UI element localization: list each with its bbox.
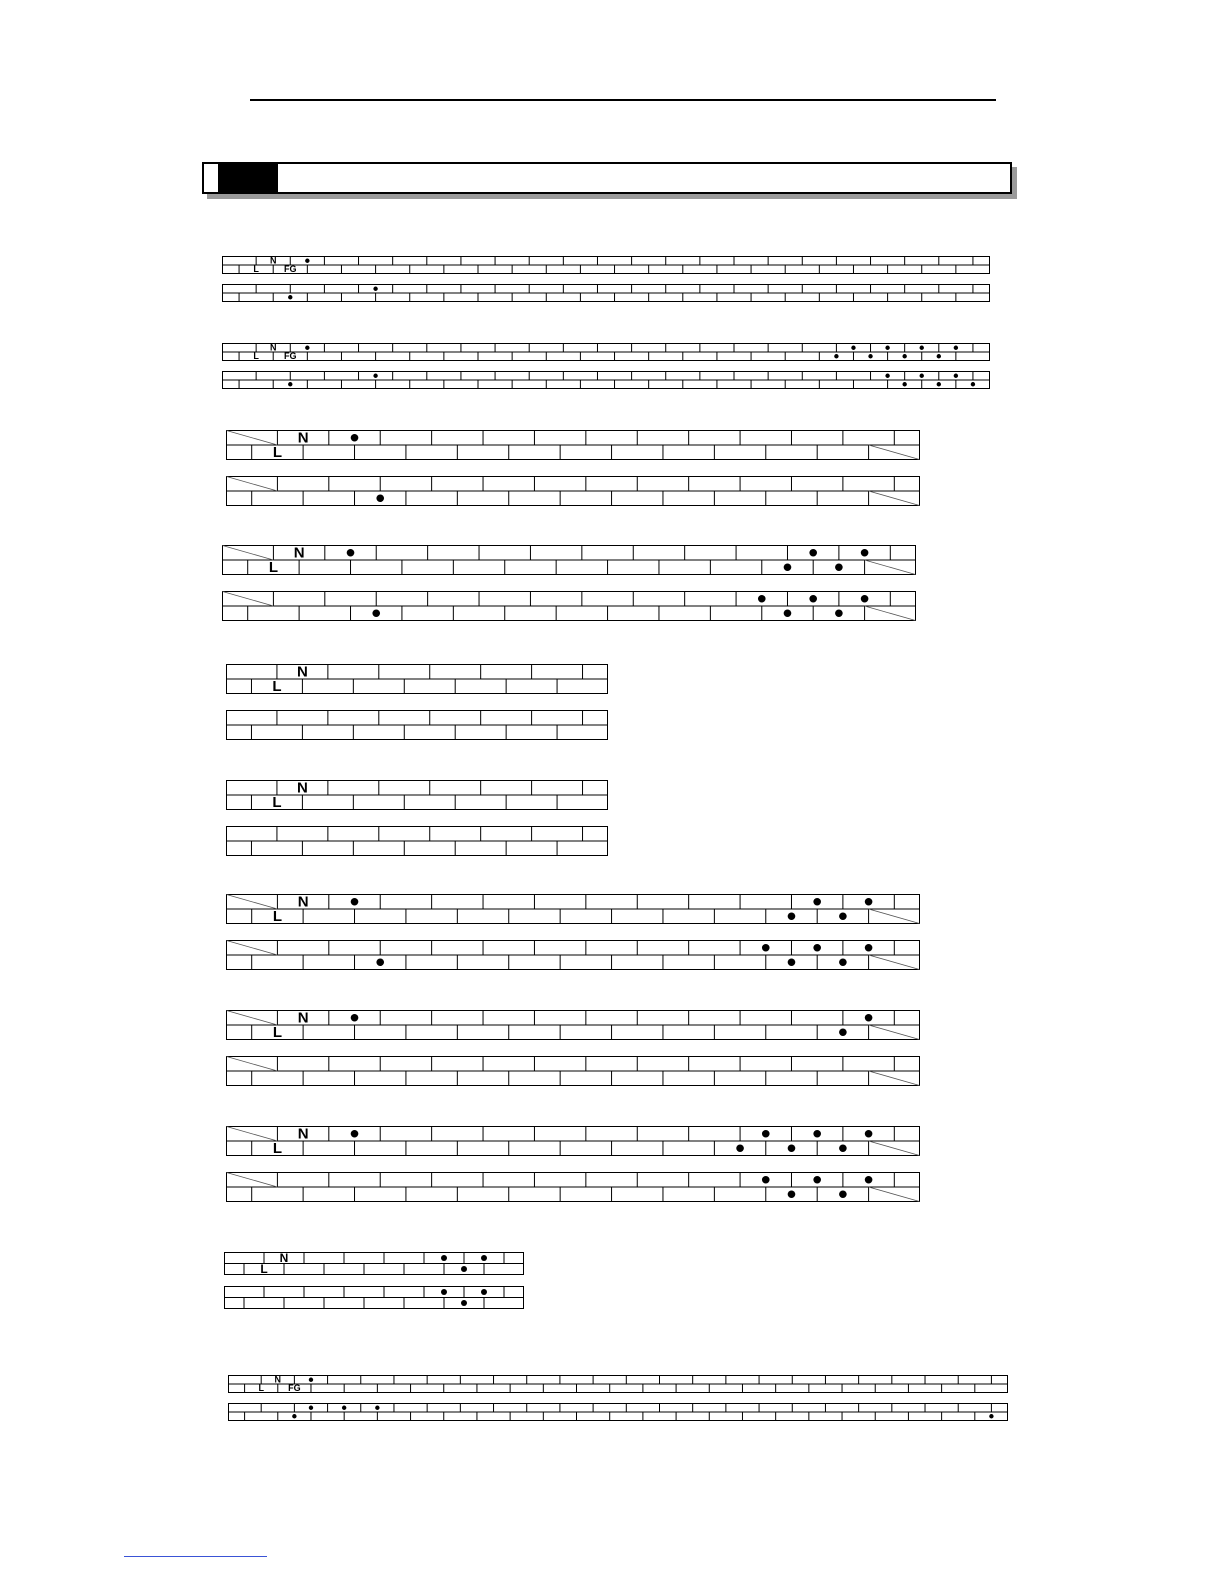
connection-dot [809, 595, 817, 603]
connection-dot [788, 912, 796, 920]
terminal-strip-7 [226, 894, 920, 974]
blank-terminal-slash [869, 445, 920, 460]
connection-dot [347, 549, 355, 557]
connection-dot [865, 898, 873, 906]
connection-dot [839, 1028, 847, 1036]
terminal-block-2 [223, 372, 990, 389]
neutral-terminal-label: N [297, 1125, 309, 1143]
connection-dot [937, 354, 941, 358]
blank-terminal-slash [227, 477, 278, 492]
blank-terminal-slash [869, 491, 920, 506]
connection-dot [902, 354, 906, 358]
neutral-terminal-label: N [274, 1374, 282, 1385]
connection-dot [937, 382, 941, 386]
neutral-terminal-label: N [269, 342, 277, 353]
connection-dot [788, 958, 796, 966]
terminal-strip-2 [222, 343, 990, 391]
line-terminal-label: L [253, 350, 259, 361]
connection-dot [351, 1014, 359, 1022]
terminal-block-2 [227, 477, 920, 506]
terminal-strip-8 [226, 1010, 920, 1090]
connection-dot [989, 1414, 993, 1418]
connection-dot [376, 958, 384, 966]
terminal-block-2 [225, 1287, 524, 1309]
connection-dot [885, 346, 889, 350]
connection-dot [288, 382, 292, 386]
terminal-block-1 [223, 545, 916, 577]
connection-dot [865, 1130, 873, 1138]
blank-terminal-slash [865, 606, 916, 621]
connection-dot [758, 595, 766, 603]
connection-dot [305, 259, 309, 263]
connection-dot [865, 944, 873, 952]
connection-dot [861, 549, 869, 557]
line-terminal-label: L [258, 1382, 264, 1393]
frame-ground-terminal-label: FG [288, 1382, 301, 1393]
connection-dot [373, 287, 377, 291]
connection-dot [920, 346, 924, 350]
connection-dot [481, 1255, 487, 1261]
terminal-block-2 [227, 827, 608, 856]
blank-terminal-slash [869, 909, 920, 924]
section-number-tab [218, 164, 278, 192]
neutral-terminal-label: N [297, 893, 309, 911]
connection-dot [309, 1406, 313, 1410]
connection-dot [762, 944, 770, 952]
blank-terminal-slash [227, 431, 278, 446]
blank-terminal-slash [227, 1173, 278, 1188]
terminal-strip-5 [226, 664, 608, 738]
connection-dot [762, 1176, 770, 1184]
line-terminal-label: L [272, 794, 282, 812]
connection-dot [839, 1144, 847, 1152]
line-terminal-label: L [253, 263, 259, 274]
connection-dot [376, 494, 384, 502]
blank-terminal-slash [223, 592, 274, 607]
connection-dot [954, 374, 958, 378]
connection-dot [309, 1378, 313, 1382]
connection-dot [351, 434, 359, 442]
connection-dot [292, 1414, 296, 1418]
terminal-block-2 [227, 711, 608, 740]
blank-terminal-slash [227, 1057, 278, 1072]
connection-dot [788, 1190, 796, 1198]
terminal-block-2 [229, 1404, 1008, 1421]
connection-dot [809, 549, 817, 557]
terminal-block-1 [227, 780, 608, 812]
neutral-terminal-label: N [297, 1009, 309, 1027]
connection-dot [373, 374, 377, 378]
section-heading-bar [202, 162, 1012, 194]
terminal-block-1 [227, 664, 608, 696]
connection-dot [971, 382, 975, 386]
connection-dot [813, 1176, 821, 1184]
terminal-block-1 [227, 1126, 920, 1158]
connection-dot [885, 374, 889, 378]
connection-dot [813, 898, 821, 906]
connection-dot [441, 1255, 447, 1261]
connection-dot [835, 609, 843, 617]
connection-dot [835, 563, 843, 571]
blank-terminal-slash [869, 955, 920, 970]
neutral-terminal-label: N [279, 1250, 289, 1265]
line-terminal-label: L [272, 1140, 282, 1158]
terminal-block-1 [225, 1251, 524, 1276]
terminal-block-2 [227, 1173, 920, 1202]
terminal-strip-1 [222, 256, 990, 304]
terminal-strip-4 [222, 545, 916, 625]
blank-terminal-slash [223, 546, 274, 561]
connection-dot [865, 1176, 873, 1184]
connection-dot [865, 1014, 873, 1022]
frame-ground-terminal-label: FG [284, 263, 297, 274]
terminal-strip-6 [226, 780, 608, 854]
connection-dot [788, 1144, 796, 1152]
line-terminal-label: L [260, 1261, 268, 1276]
connection-dot [762, 1130, 770, 1138]
connection-dot [372, 609, 380, 617]
blank-terminal-slash [227, 1011, 278, 1026]
line-terminal-label: L [272, 1024, 282, 1042]
connection-dot [441, 1289, 447, 1295]
connection-dot [839, 958, 847, 966]
connection-dot [784, 609, 792, 617]
blank-terminal-slash [869, 1141, 920, 1156]
connection-dot [375, 1406, 379, 1410]
connection-dot [813, 944, 821, 952]
connection-dot [481, 1289, 487, 1295]
terminal-block-1 [227, 894, 920, 926]
line-terminal-label: L [268, 559, 278, 577]
connection-dot [839, 1190, 847, 1198]
connection-dot [861, 595, 869, 603]
terminal-block-1 [223, 342, 990, 361]
connection-dot [305, 346, 309, 350]
connection-dot [902, 382, 906, 386]
line-terminal-label: L [272, 908, 282, 926]
neutral-terminal-label: N [296, 779, 308, 797]
connection-dot [736, 1144, 744, 1152]
blank-terminal-slash [869, 1071, 920, 1086]
terminal-block-2 [227, 941, 920, 970]
blank-terminal-slash [869, 1187, 920, 1202]
line-terminal-label: L [272, 444, 282, 462]
neutral-terminal-label: N [297, 429, 309, 447]
blank-terminal-slash [227, 895, 278, 910]
blank-terminal-slash [227, 941, 278, 956]
header-rule [250, 99, 996, 101]
connection-dot [351, 1130, 359, 1138]
blank-terminal-slash [227, 1127, 278, 1142]
terminal-block-1 [227, 430, 920, 462]
connection-dot [851, 346, 855, 350]
neutral-terminal-label: N [269, 255, 277, 266]
connection-dot [784, 563, 792, 571]
line-terminal-label: L [272, 678, 282, 696]
connection-dot [288, 295, 292, 299]
connection-dot [461, 1300, 467, 1306]
connection-dot [351, 898, 359, 906]
connection-dot [813, 1130, 821, 1138]
terminal-strip-9 [226, 1126, 920, 1206]
terminal-strip-3 [226, 430, 920, 510]
connection-dot [342, 1406, 346, 1410]
blank-terminal-slash [869, 1025, 920, 1040]
terminal-block-2 [227, 1057, 920, 1086]
terminal-block-1 [223, 255, 990, 273]
terminal-strip-11 [228, 1375, 1008, 1423]
terminal-block-1 [229, 1374, 1008, 1393]
footer-link-underline[interactable] [124, 1556, 267, 1557]
neutral-terminal-label: N [296, 663, 308, 681]
blank-terminal-slash [865, 560, 916, 575]
terminal-block-2 [223, 285, 990, 302]
connection-dot [461, 1266, 467, 1272]
terminal-block-2 [223, 592, 916, 621]
terminal-strip-10 [224, 1252, 524, 1312]
connection-dot [920, 374, 924, 378]
connection-dot [839, 912, 847, 920]
frame-ground-terminal-label: FG [284, 350, 297, 361]
connection-dot [834, 354, 838, 358]
neutral-terminal-label: N [293, 544, 305, 562]
connection-dot [868, 354, 872, 358]
connection-dot [954, 346, 958, 350]
terminal-block-1 [227, 1010, 920, 1042]
